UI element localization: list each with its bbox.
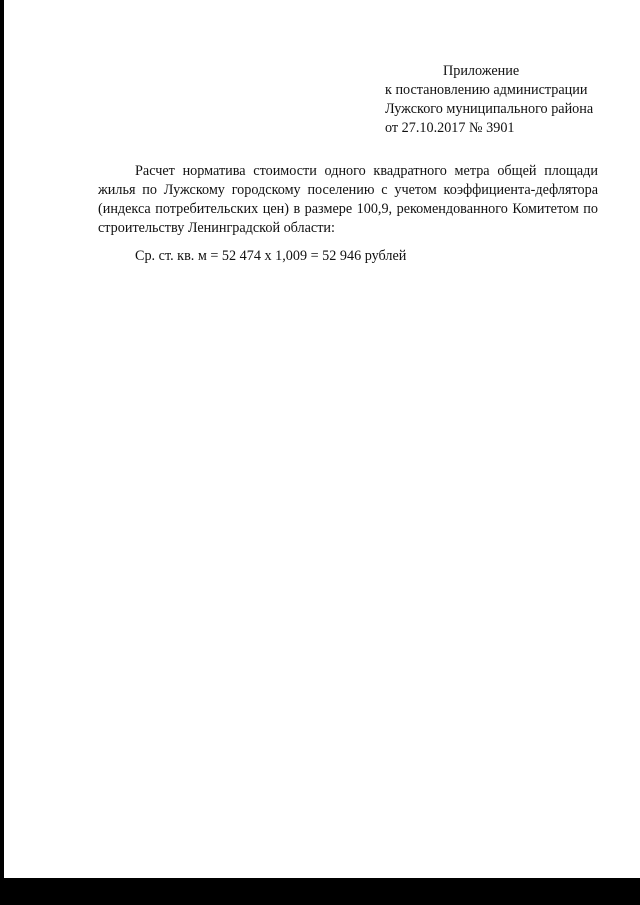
calculation-formula: Ср. ст. кв. м = 52 474 х 1,009 = 52 946 рублей xyxy=(135,248,407,264)
calculation-paragraph: Расчет норматива стоимости одного квадратного метра общей площади жилья по Лужскому городскому поселению с учетом коэффициента-дефлятора (индекса потребительских цен) в размере 100,9, рекомендованного Комитетом по строительству Ленинградской области: xyxy=(98,163,598,236)
annex-title: Приложение xyxy=(443,63,520,79)
scan-edge-left xyxy=(0,0,4,905)
annex-date-number: от 27.10.2017 № 3901 xyxy=(385,120,515,136)
annex-header xyxy=(385,62,625,138)
scan-edge-bottom xyxy=(0,878,640,905)
annex-decree-line: к постановлению администрации xyxy=(385,82,588,98)
annex-district-line: Лужского муниципального района xyxy=(385,101,594,117)
